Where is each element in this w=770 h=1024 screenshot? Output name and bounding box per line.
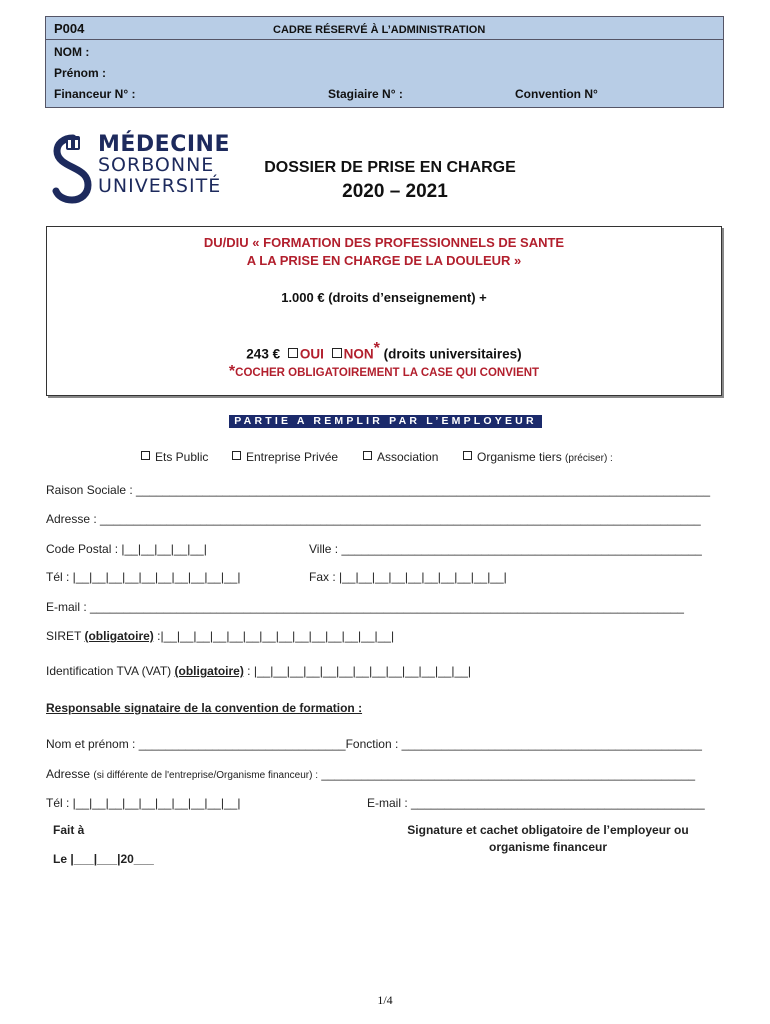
responsable-heading: Responsable signataire de la convention de formation : xyxy=(46,701,363,715)
email-field[interactable]: E-mail : _________________________________________________________________________________________ xyxy=(46,600,684,614)
organisme-tiers-checkbox[interactable] xyxy=(463,451,472,460)
fee-universitaire-label: (droits universitaires) xyxy=(383,346,522,362)
entreprise-privee-label: Entreprise Privée xyxy=(246,450,339,464)
association-checkbox[interactable] xyxy=(363,451,372,460)
employer-type-entreprise[interactable] xyxy=(232,450,338,464)
tva-field[interactable] xyxy=(46,664,471,678)
oui-label: OUI xyxy=(299,346,324,362)
fee-universitaire-amount: 243 € xyxy=(246,346,281,362)
document-title: DOSSIER DE PRISE EN CHARGE xyxy=(264,159,516,176)
form-code: P004 xyxy=(54,21,85,36)
fee-universitaire-row xyxy=(47,340,721,362)
logo-line-universite: UNIVERSITÉ xyxy=(98,175,222,197)
employer-type-ets-public[interactable] xyxy=(141,450,208,464)
responsable-nom-fonction-field[interactable]: Nom et prénom : _______________________________Fonction : _____________________________________________ xyxy=(46,737,702,751)
fait-a-label: Fait à xyxy=(53,823,85,837)
admin-prenom-label: Prénom : xyxy=(54,66,107,80)
admin-nom-label: NOM : xyxy=(54,45,90,59)
responsable-adresse-note: (si différente de l'entreprise/Organisme financeur) : xyxy=(93,770,318,781)
tel-field[interactable]: Tél : |__|__|__|__|__|__|__|__|__|__| xyxy=(46,570,241,584)
code-postal-field[interactable]: Code Postal : |__|__|__|__|__| xyxy=(46,542,207,556)
document-year: 2020 – 2021 xyxy=(342,181,448,202)
responsable-tel-field[interactable]: Tél : |__|__|__|__|__|__|__|__|__|__| xyxy=(46,796,241,810)
responsable-email-field[interactable]: E-mail : ____________________________________________ xyxy=(367,796,705,810)
admin-stagiaire-label: Stagiaire N° : xyxy=(328,87,403,101)
cocher-note xyxy=(47,363,721,381)
responsable-adresse-field[interactable] xyxy=(46,767,695,781)
ets-public-checkbox[interactable] xyxy=(141,451,150,460)
responsable-adresse-line[interactable]: ________________________________________________________ xyxy=(317,767,696,781)
tva-label: Identification TVA (VAT) xyxy=(46,664,172,678)
tva-obligatoire: (obligatoire) xyxy=(174,664,244,678)
adresse-field[interactable]: Adresse : __________________________________________________________________________________________ xyxy=(46,512,701,526)
signature-label-line1: Signature et cachet obligatoire de l’employeur ou xyxy=(407,823,689,837)
signature-label-line2: organisme financeur xyxy=(488,840,608,854)
ets-public-label: Ets Public xyxy=(155,450,209,464)
association-label: Association xyxy=(377,450,439,464)
admin-divider xyxy=(46,39,723,40)
admin-convention-label: Convention N° xyxy=(515,87,598,101)
siret-boxes[interactable]: :|__|__|__|__|__|__|__|__|__|__|__|__|__|__| xyxy=(153,629,395,643)
fax-field[interactable]: Fax : |__|__|__|__|__|__|__|__|__|__| xyxy=(309,570,507,584)
employer-type-association[interactable] xyxy=(363,450,438,464)
page-number: 1/4 xyxy=(377,993,393,1007)
preciser-note: (préciser) : xyxy=(565,453,613,464)
note-text: COCHER OBLIGATOIREMENT LA CASE QUI CONVIENT xyxy=(235,367,540,379)
section-banner-employeur: PARTIE A REMPLIR PAR L’EMPLOYEUR xyxy=(229,415,542,428)
logo-line-medecine: MÉDECINE xyxy=(98,132,230,157)
siret-label: SIRET xyxy=(46,629,82,643)
program-box xyxy=(46,226,722,396)
responsable-adresse-label: Adresse xyxy=(46,767,91,781)
program-title-line1: DU/DIU « FORMATION DES PROFESSIONNELS DE SANTE xyxy=(203,235,565,250)
sorbonne-logo-icon xyxy=(52,134,94,204)
siret-obligatoire: (obligatoire) xyxy=(84,629,154,643)
fee-enseignement: 1.000 € (droits d’enseignement) + xyxy=(281,290,487,305)
date-field[interactable]: Le |___|___|20___ xyxy=(53,852,154,866)
non-asterisk: * xyxy=(373,340,380,357)
entreprise-privee-checkbox[interactable] xyxy=(232,451,241,460)
non-label: NON xyxy=(343,346,374,362)
logo-line-sorbonne: SORBONNE xyxy=(98,154,215,176)
employer-type-organisme[interactable] xyxy=(463,450,613,464)
raison-sociale-field[interactable]: Raison Sociale : ______________________________________________________________________________________ xyxy=(46,483,710,497)
note-asterisk: * xyxy=(228,363,236,380)
tva-boxes[interactable]: : |__|__|__|__|__|__|__|__|__|__|__|__|__| xyxy=(243,664,472,678)
ville-field[interactable]: Ville : ______________________________________________________ xyxy=(309,542,702,556)
organisme-tiers-label: Organisme tiers xyxy=(477,450,562,464)
admin-financeur-label: Financeur N° : xyxy=(54,87,136,101)
admin-header: CADRE RÉSERVÉ À L’ADMINISTRATION xyxy=(273,24,486,36)
siret-field[interactable] xyxy=(46,629,394,643)
program-title-line2: A LA PRISE EN CHARGE DE LA DOULEUR » xyxy=(246,253,522,268)
logo-wordmark xyxy=(98,134,230,197)
non-checkbox[interactable] xyxy=(332,348,342,358)
oui-checkbox[interactable] xyxy=(288,348,298,358)
admin-box xyxy=(45,16,724,108)
